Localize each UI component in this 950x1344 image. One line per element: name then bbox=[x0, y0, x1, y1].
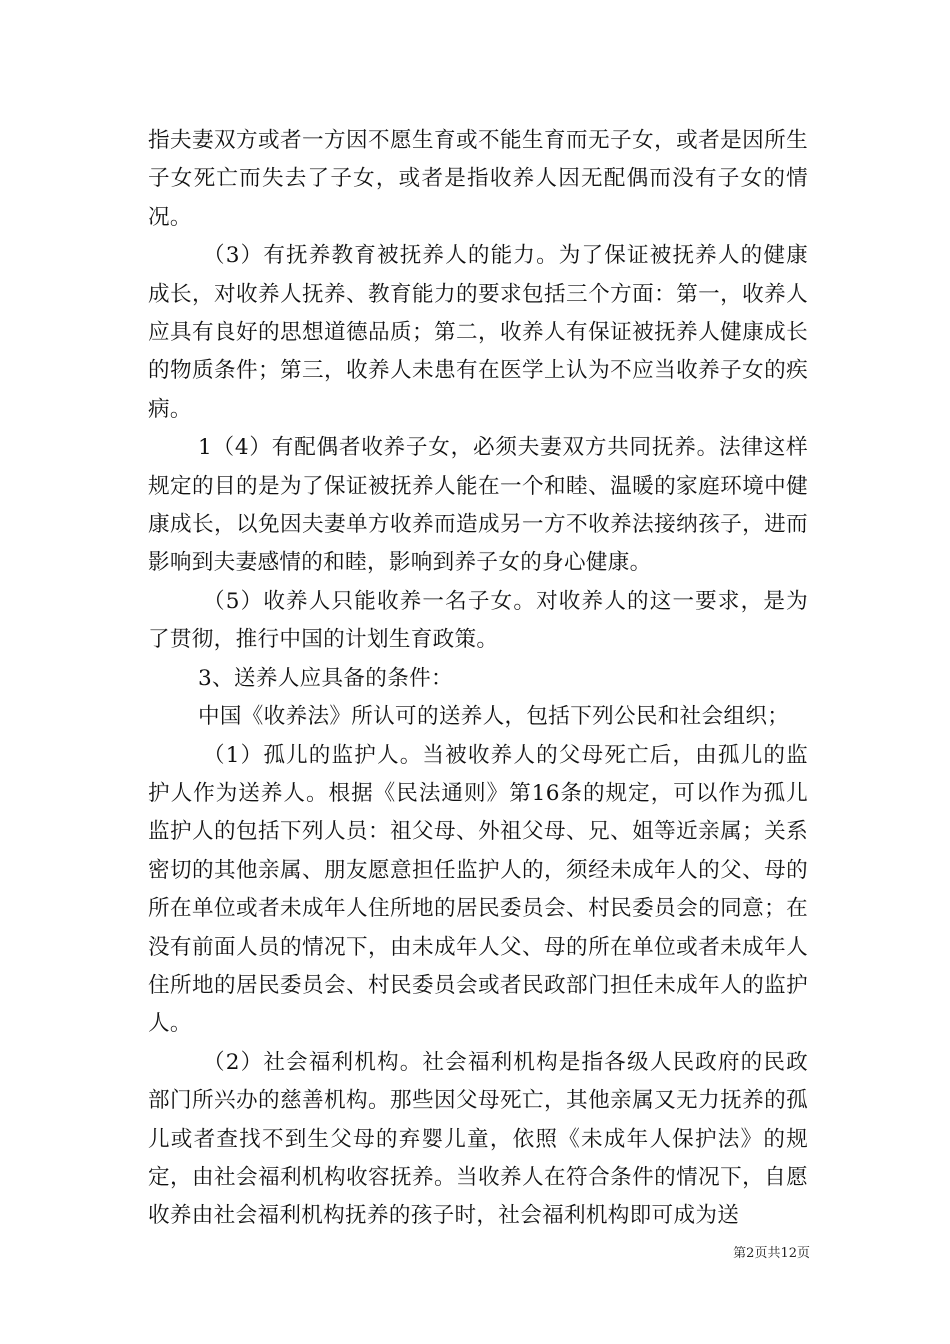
paragraph-welfare-institution: （2）社会福利机构。社会福利机构是指各级人民政府的民政部门所兴办的慈善机构。那些因父母死亡，其他亲属又无力抚养的孤儿或者查找不到生父母的弃婴儿童，依照《未成年人保护法》的规定，由社会福利机构收容抚养。当收养人在符合条件的情况下，自愿收养由社会福利机构抚养的孩子时，社会福利机构即可成为送 bbox=[148, 1049, 808, 1229]
paragraph-guardian: （1）孤儿的监护人。当被收养人的父母死亡后，由孤儿的监护人作为送养人。根据《民法通则》第16条的规定，可以作为孤儿监护人的包括下列人员：祖父母、外祖父母、兄、姐等近亲属；关系密切的其他亲属、朋友愿意担任监护人的，须经未成年人的父、母的所在单位或者未成年人住所地的居民委员会、村民委员会的同意；在没有前面人员的情况下，由未成年人父、母的所在单位或者未成年人住所地的居民委员会、村民委员会或者民政部门担任未成年人的监护人。 bbox=[148, 742, 808, 1037]
paragraph-item-4: 1（4）有配偶者收养子女，必须夫妻双方共同抚养。法律这样规定的目的是为了保证被抚养人能在一个和睦、温暖的家庭环境中健康成长，以免因夫妻单方收养而造成另一方不收养法接纳孩子，进而影响到夫妻感情的和睦，影响到养子女的身心健康。 bbox=[148, 435, 808, 576]
document-body bbox=[148, 122, 808, 1236]
section-heading: 3、送养人应具备的条件： bbox=[198, 665, 453, 691]
paragraph-item-3: （3）有抚养教育被抚养人的能力。为了保证被抚养人的健康成长，对收养人抚养、教育能力的要求包括三个方面：第一，收养人应具有良好的思想道德品质；第二，收养人有保证被抚养人健康成长的物质条件；第三，收养人未患有在医学上认为不应当收养子女的疾病。 bbox=[148, 243, 808, 422]
paragraph-intro: 中国《收养法》所认可的送养人，包括下列公民和社会组织； bbox=[198, 704, 790, 730]
paragraph-continuation: 指夫妻双方或者一方因不愿生育或不能生育而无子女，或者是因所生子女死亡而失去了子女，或者是指收养人因无配偶而没有子女的情况。 bbox=[148, 128, 808, 230]
page-number: 第2页共12页 bbox=[733, 1246, 810, 1261]
paragraph-item-5: （5）收养人只能收养一名子女。对收养人的这一要求，是为了贯彻，推行中国的计划生育政策。 bbox=[148, 588, 808, 653]
